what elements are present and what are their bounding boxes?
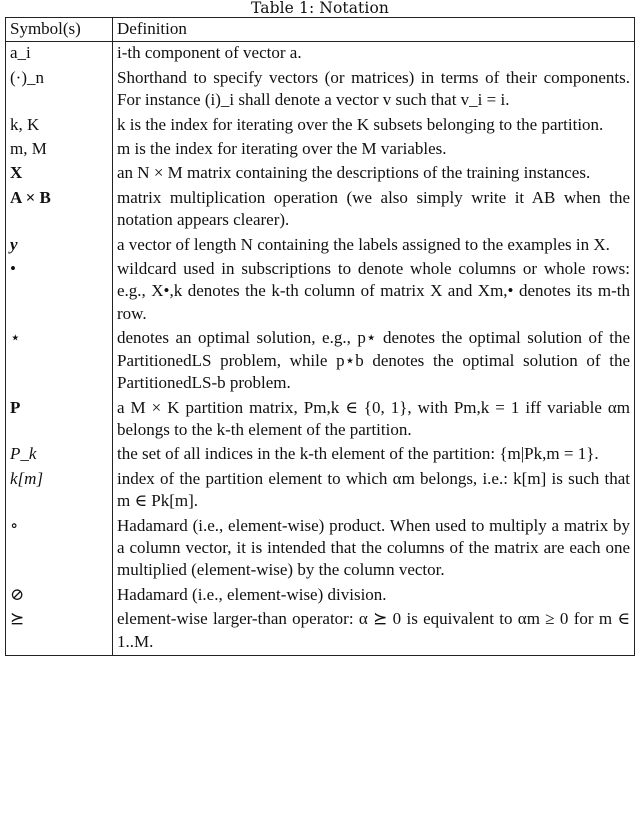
symbol-cell: A × B <box>6 187 113 234</box>
table-row <box>6 443 635 467</box>
definition-cell: Hadamard (i.e., element-wise) division. <box>113 584 635 608</box>
definition-cell: denotes an optimal solution, e.g., p⋆ denotes the optimal solution of the PartitionedLS problem, while p⋆b denotes the optimal solution of the PartitionedLS-b problem. <box>113 327 635 396</box>
symbol-cell: X <box>6 162 113 186</box>
table-row <box>6 397 635 444</box>
definition-cell: the set of all indices in the k-th element of the partition: {m|Pk,m = 1}. <box>113 443 635 467</box>
table-row <box>6 468 635 515</box>
table-row <box>6 258 635 327</box>
table-row <box>6 608 635 655</box>
symbol-cell: ⊘ <box>6 584 113 608</box>
symbol-cell: ⋆ <box>6 327 113 396</box>
definition-cell: k is the index for iterating over the K subsets belonging to the partition. <box>113 114 635 138</box>
definition-cell: a M × K partition matrix, Pm,k ∈ {0, 1}, with Pm,k = 1 iff variable αm belongs to the k-th element of the partition. <box>113 397 635 444</box>
symbol-cell: ∘ <box>6 515 113 584</box>
definition-cell: Hadamard (i.e., element-wise) product. When used to multiply a matrix by a column vector, it is intended that the columns of the matrix are each one multiplied (element-wise) by the column vector. <box>113 515 635 584</box>
definition-cell: index of the partition element to which αm belongs, i.e.: k[m] is such that m ∈ Pk[m]. <box>113 468 635 515</box>
symbol-cell: y <box>6 234 113 258</box>
table-row <box>6 162 635 186</box>
symbol-cell: ⪰ <box>6 608 113 655</box>
table-row <box>6 515 635 584</box>
symbol-cell: m, M <box>6 138 113 162</box>
definition-cell: element-wise larger-than operator: α ⪰ 0 is equivalent to αm ≥ 0 for m ∈ 1..M. <box>113 608 635 655</box>
table-row <box>6 114 635 138</box>
table-row <box>6 42 635 67</box>
table-header-row <box>6 18 635 42</box>
symbol-cell: k, K <box>6 114 113 138</box>
definition-cell: i-th component of vector a. <box>113 42 635 67</box>
notation-table <box>5 17 635 656</box>
definition-cell: wildcard used in subscriptions to denote whole columns or whole rows: e.g., X•,k denotes the k-th column of matrix X and Xm,• denotes its m-th row. <box>113 258 635 327</box>
table-row <box>6 234 635 258</box>
symbol-cell: P <box>6 397 113 444</box>
symbol-cell: • <box>6 258 113 327</box>
header-definition: Definition <box>113 18 635 42</box>
table-row <box>6 67 635 114</box>
table-row <box>6 138 635 162</box>
table-caption: Table 1: Notation <box>251 0 389 17</box>
table-row <box>6 187 635 234</box>
symbol-cell: a_i <box>6 42 113 67</box>
symbol-cell: P_k <box>6 443 113 467</box>
definition-cell: an N × M matrix containing the descriptions of the training instances. <box>113 162 635 186</box>
table-row <box>6 327 635 396</box>
header-symbols: Symbol(s) <box>6 18 113 42</box>
symbol-cell: k[m] <box>6 468 113 515</box>
definition-cell: m is the index for iterating over the M variables. <box>113 138 635 162</box>
definition-cell: a vector of length N containing the labels assigned to the examples in X. <box>113 234 635 258</box>
definition-cell: matrix multiplication operation (we also simply write it AB when the notation appears clearer). <box>113 187 635 234</box>
symbol-cell: (·)_n <box>6 67 113 114</box>
table-row <box>6 584 635 608</box>
definition-cell: Shorthand to specify vectors (or matrices) in terms of their components. For instance (i)_i shall denote a vector v such that v_i = i. <box>113 67 635 114</box>
